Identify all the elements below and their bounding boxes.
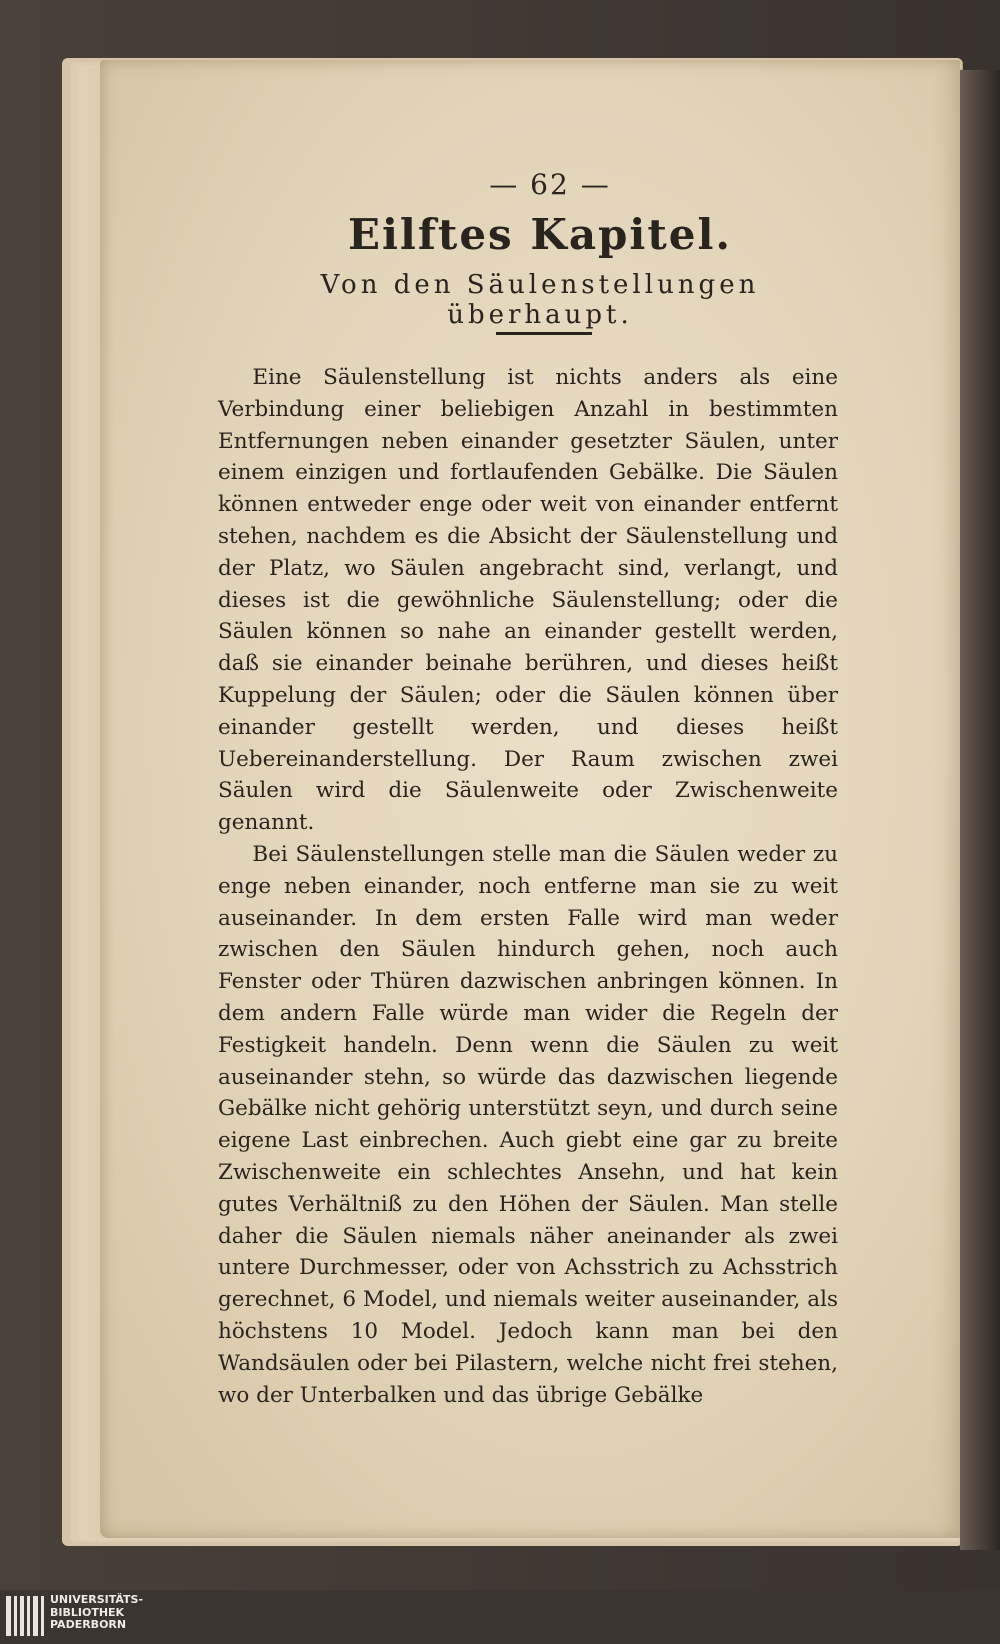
book-gutter bbox=[960, 70, 1000, 1550]
library-logo-icon bbox=[4, 1596, 46, 1636]
library-logo-text: UNIVERSITÄTS- BIBLIOTHEK PADERBORN bbox=[50, 1593, 144, 1631]
body-text bbox=[218, 362, 838, 1411]
title-divider bbox=[496, 332, 592, 335]
chapter-title: Eilftes Kapitel. bbox=[347, 210, 733, 259]
chapter-subtitle: Von den Säulenstellungen überhaupt. bbox=[320, 270, 760, 330]
paragraph: Bei Säulenstellungen stelle man die Säulen weder zu enge neben einander, noch entferne man sie zu weit auseinander. In dem ersten Falle wird man weder zwischen den Säulen hindurch gehen, noch auch Fenster oder Thüren dazwischen anbringen können. In dem andern Falle würde man wider die Regeln der Festigkeit handeln. Denn wenn die Säulen zu weit auseinander stehn, so würde das dazwischen liegende Gebälke nicht gehörig unterstützt seyn, und durch seine eigene Last einbrechen. Auch giebt eine gar zu breite Zwischenweite ein schlechtes Ansehn, und hat kein gutes Verhältniß zu den Höhen der Säulen. Man stelle daher die Säulen niemals näher aneinander als zwei untere Durchmesser, oder von Achsstrich zu Achsstrich gerechnet, 6 Model, und niemals weiter auseinander, als höchstens 10 Model. Jedoch kann man bei den Wandsäulen oder bei Pilastern, welche nicht frei stehen, wo der Unterbalken und das übrige Gebälke bbox=[218, 841, 838, 1408]
page-number: — 62 — bbox=[489, 168, 611, 201]
paragraph: Eine Säulenstellung ist nichts anders als eine Verbindung einer beliebigen Anzahl in bestimmten Entfernungen neben einander gesetzter Säulen, unter einem einzigen und fortlaufenden Gebälke. Die Säulen können entweder enge oder weit von einander entfernt stehen, nachdem es die Absicht der Säulenstellung und der Platz, wo Säulen angebracht sind, verlangt, und dieses ist die gewöhnliche Säulenstellung; oder die Säulen können so nahe an einander gestellt werden, daß sie einander beinahe berühren, und dieses heißt Kuppelung der Säulen; oder die Säulen können über einander gestellt werden, und dieses heißt Uebereinanderstellung. Der Raum zwischen zwei Säulen wird die Säulenweite oder Zwischenweite genannt. bbox=[218, 365, 838, 836]
library-logo bbox=[0, 1590, 1000, 1644]
